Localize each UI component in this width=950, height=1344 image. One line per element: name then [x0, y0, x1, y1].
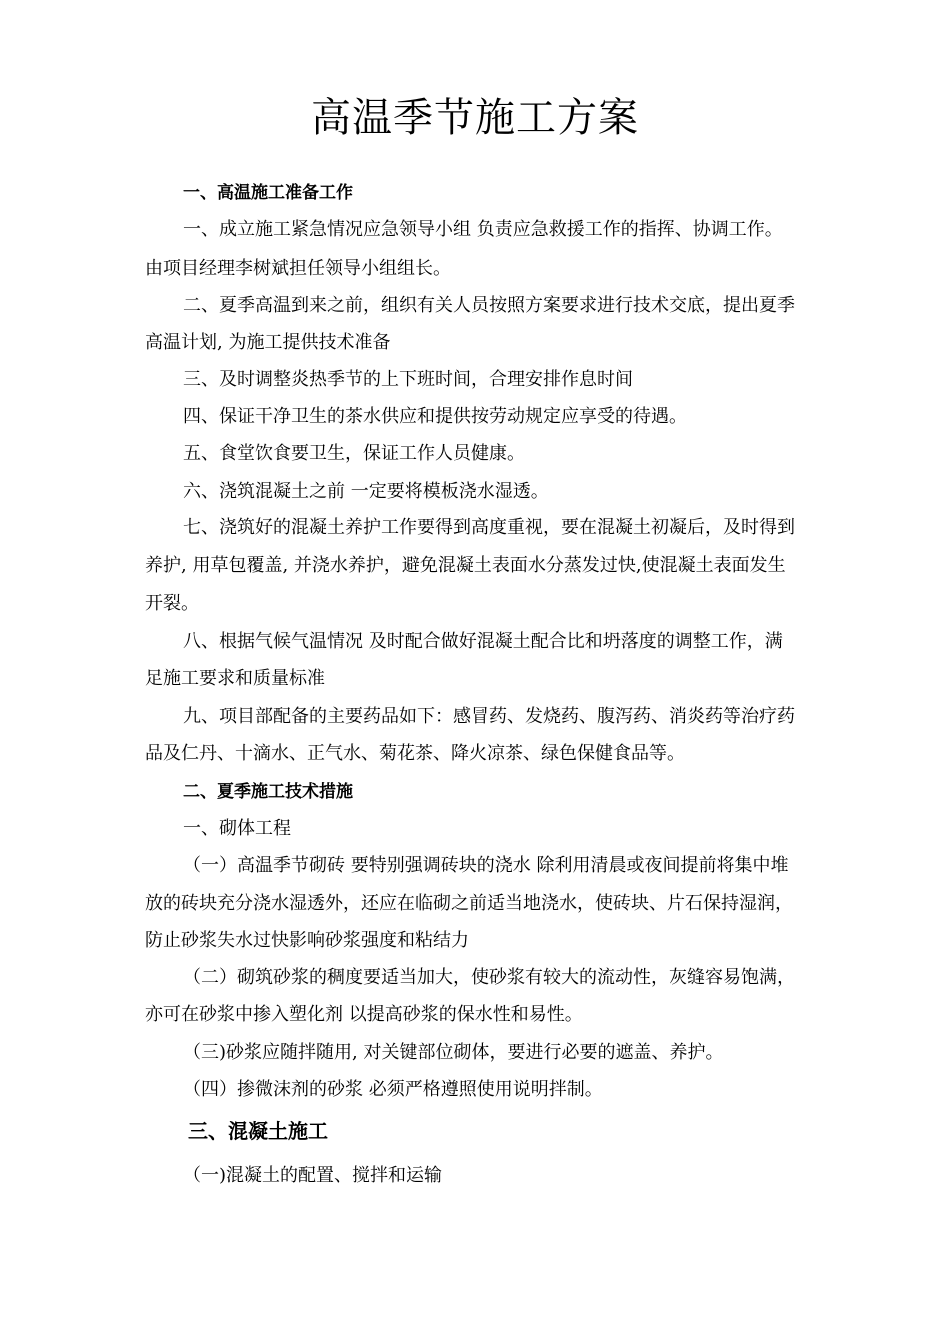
paragraph-line: 开裂。	[145, 593, 199, 614]
paragraph-line: 足施工要求和质量标准	[145, 668, 325, 689]
section-heading-1: 一、高温施工准备工作	[183, 183, 353, 203]
sub-heading: 一、砌体工程	[183, 818, 291, 839]
paragraph-line: 放的砖块充分浇水湿透外，还应在临砌之前适当地浇水，使砖块、片石保持湿润，	[145, 893, 793, 914]
paragraph-line: 九、项目部配备的主要药品如下：感冒药、发烧药、腹泻药、消炎药等治疗药	[183, 706, 795, 727]
paragraph-line: 由项目经理李树斌担任领导小组组长。	[145, 258, 451, 279]
paragraph-line: 养护, 用草包覆盖, 并浇水养护，避免混凝土表面水分蒸发过快,使混凝土表面发生	[145, 555, 786, 576]
section-heading-2: 二、夏季施工技术措施	[183, 782, 353, 802]
paragraph-line: 一、成立施工紧急情况应急领导小组 负责应急救援工作的指挥、协调工作。	[183, 219, 783, 240]
paragraph-line: 品及仁丹、十滴水、正气水、菊花茶、降火凉茶、绿色保健食品等。	[145, 743, 685, 764]
paragraph-line: 七、浇筑好的混凝土养护工作要得到高度重视，要在混凝土初凝后，及时得到	[183, 517, 795, 538]
document-title: 高温季节施工方案	[311, 95, 639, 141]
paragraph-line: 防止砂浆失水过快影响砂浆强度和粘结力	[145, 930, 469, 951]
paragraph-line: （三)砂浆应随拌随用, 对关键部位砌体，要进行必要的遮盖、养护。	[183, 1042, 724, 1063]
paragraph-line: 高温计划, 为施工提供技术准备	[145, 332, 391, 353]
paragraph-line: 二、夏季高温到来之前，组织有关人员按照方案要求进行技术交底，提出夏季	[183, 295, 795, 316]
paragraph-line: 八、根据气候气温情况 及时配合做好混凝土配合比和坍落度的调整工作，满	[183, 631, 783, 652]
paragraph-line: 亦可在砂浆中掺入塑化剂 以提高砂浆的保水性和易性。	[145, 1004, 583, 1025]
paragraph-line: （一）高温季节砌砖 要特别强调砖块的浇水 除利用清晨或夜间提前将集中堆	[183, 855, 789, 876]
paragraph-line: 六、浇筑混凝土之前 一定要将模板浇水湿透。	[183, 481, 549, 502]
section-heading-3: 三、混凝土施工	[188, 1119, 328, 1143]
paragraph-line: 三、及时调整炎热季节的上下班时间，合理安排作息时间	[183, 369, 633, 390]
paragraph-line: （一)混凝土的配置、搅拌和运输	[183, 1165, 443, 1186]
paragraph-line: （二）砌筑砂浆的稠度要适当加大，使砂浆有较大的流动性，灰缝容易饱满，	[183, 967, 795, 988]
paragraph-line: （四）掺微沫剂的砂浆 必须严格遵照使用说明拌制。	[183, 1079, 603, 1100]
paragraph-line: 五、食堂饮食要卫生，保证工作人员健康。	[183, 443, 525, 464]
paragraph-line: 四、保证干净卫生的茶水供应和提供按劳动规定应享受的待遇。	[183, 406, 687, 427]
